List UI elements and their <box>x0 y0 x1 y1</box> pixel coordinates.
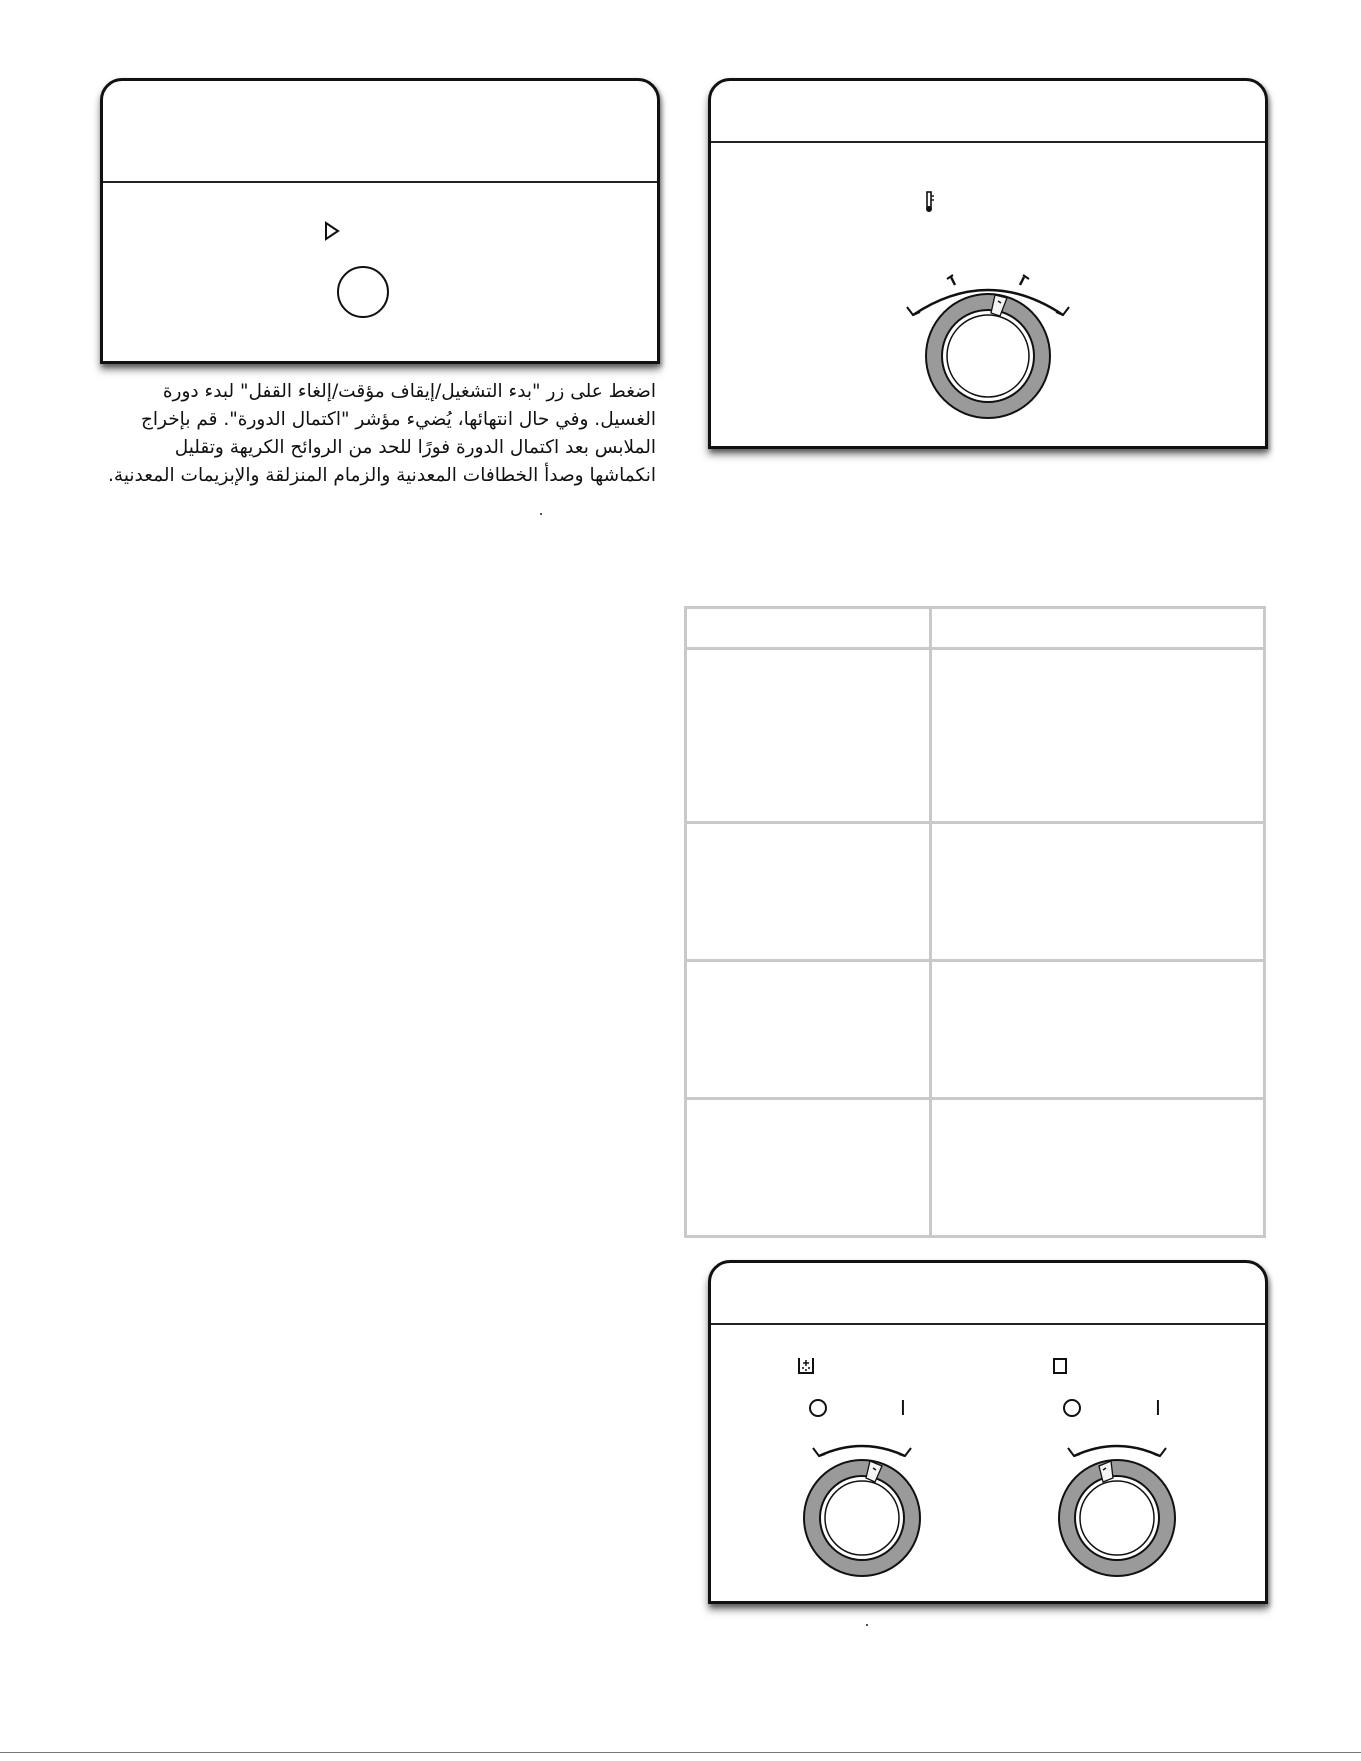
table-row-divider <box>687 821 1263 824</box>
thermometer-icon <box>924 191 936 213</box>
switch-off-label <box>1063 1399 1081 1417</box>
table-column-divider <box>929 609 932 1235</box>
page-bottom-rule <box>0 1752 1361 1753</box>
play-triangle-icon <box>323 221 341 241</box>
switch-on-label: I <box>900 1396 906 1420</box>
paragraph-line: الغسيل. وفي حال انتهائها، يُضيء مؤشر "اكتمال الدورة". قم بإخراج <box>140 409 656 430</box>
paragraph-line: اضغط على زر "بدء التشغيل/إيقاف مؤقت/إلغاء القفل" لبدء دورة <box>162 381 656 402</box>
panel-divider <box>711 141 1265 143</box>
temperature-knob[interactable] <box>903 271 1073 421</box>
tub-icon <box>1051 1356 1069 1376</box>
table-row-divider <box>687 1097 1263 1100</box>
switch-on-label: I <box>1155 1396 1161 1420</box>
panel-divider <box>711 1323 1265 1325</box>
extra-rinse-knob[interactable] <box>797 1428 927 1583</box>
stray-mark <box>540 513 542 515</box>
options-panel <box>708 1260 1268 1604</box>
switch-off-label <box>809 1399 827 1417</box>
start-pause-panel <box>100 78 660 364</box>
paragraph-line: انكماشها وصدأ الخطافات المعدنية والزمام المنزلقة والإبزيمات المعدنية. <box>108 465 656 486</box>
start-pause-button[interactable] <box>337 266 389 318</box>
tub-knob[interactable] <box>1052 1428 1182 1583</box>
panel-divider <box>103 181 657 183</box>
temperature-panel <box>708 78 1268 449</box>
extra-rinse-icon <box>797 1356 815 1376</box>
settings-table <box>684 606 1266 1238</box>
table-row-divider <box>687 647 1263 650</box>
instruction-paragraph <box>100 378 656 490</box>
stray-mark <box>866 1624 868 1626</box>
table-row-divider <box>687 959 1263 962</box>
paragraph-line: الملابس بعد اكتمال الدورة فورًا للحد من الروائح الكريهة وتقليل <box>174 437 656 458</box>
